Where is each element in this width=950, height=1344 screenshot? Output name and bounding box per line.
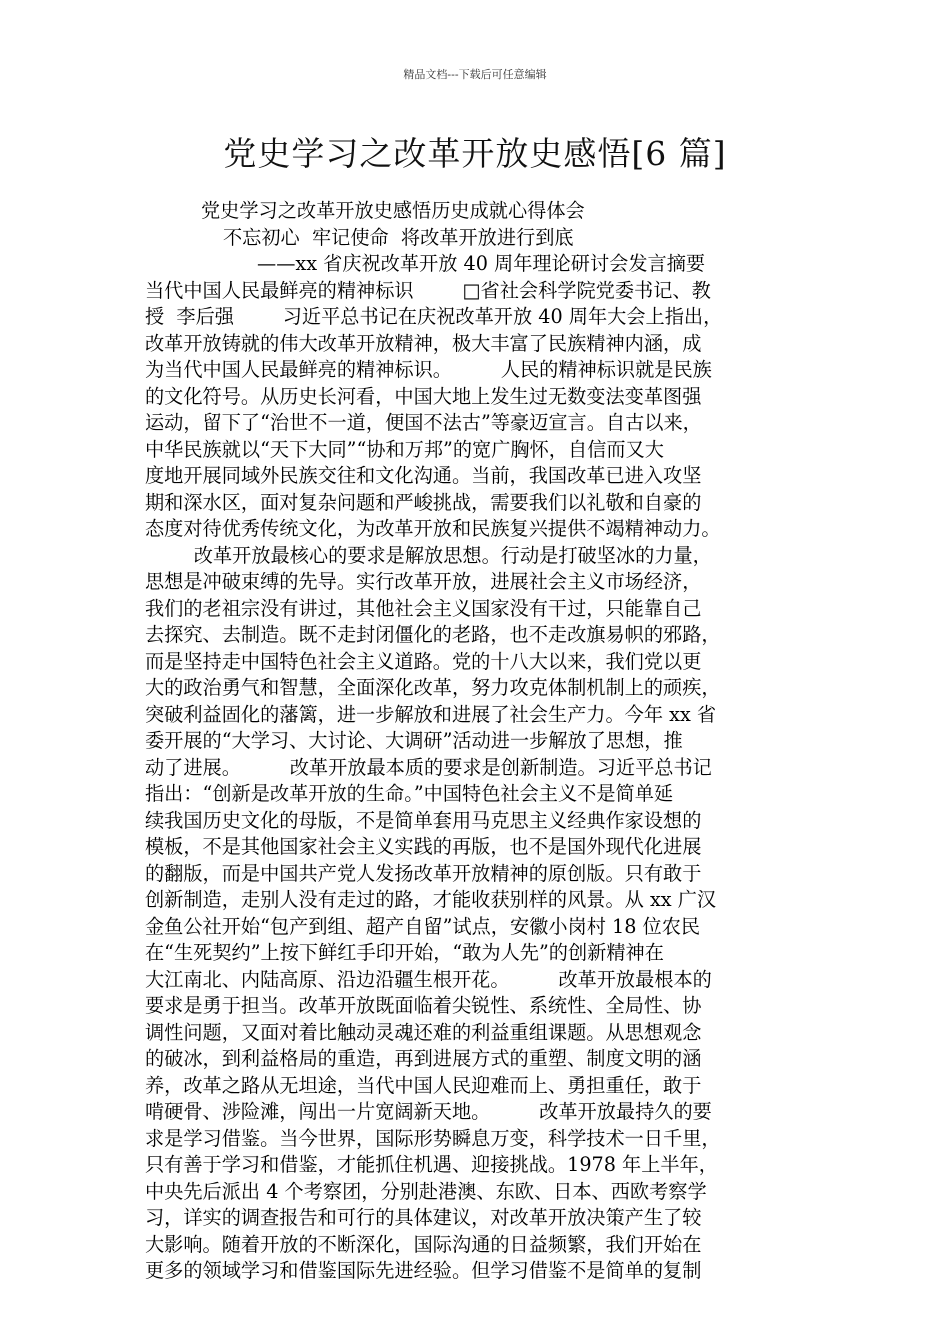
text-line: 态度对待优秀传统文化，为改革开放和民族复兴提供不竭精神动力。 <box>145 517 721 540</box>
text-line: 的翻版，而是中国共产党人发扬改革开放精神的原创版。只有敢于 <box>145 861 702 885</box>
text-line: 中华民族就以“天下大同”“协和万邦”的宽广胸怀，自信而又大 <box>145 437 664 461</box>
text-line: 指出：“创新是改革开放的生命。”中国特色社会主义不是简单延 <box>145 782 674 805</box>
paragraph-text <box>145 278 811 1285</box>
subtitle-line: 不忘初心 牢记使命 将改革开放进行到底 <box>223 225 574 249</box>
text-line: 求是学习借鉴。当今世界，国际形势瞬息万变，科学技术一日千里， <box>145 1126 721 1150</box>
text-line: 大江南北、内陆高原、沿边沿疆生根开花。 改革开放最根本的 <box>145 967 712 991</box>
text-line: 的文化符号。从历史长河看，中国大地上发生过无数变法变革图强 <box>145 384 702 408</box>
text-line: 动了进展。 改革开放最本质的要求是创新制造。习近平总书记 <box>145 755 712 779</box>
text-line: 思想是冲破束缚的先导。实行改革开放，进展社会主义市场经济， <box>145 570 702 593</box>
text-line: 期和深水区，面对复杂问题和严峻挑战，需要我们以礼敬和自豪的 <box>145 490 702 514</box>
text-line: 啃硬骨、涉险滩，闯出一片宽阔新天地。 改革开放最持久的要 <box>145 1100 712 1123</box>
text-line: 金鱼公社开始“包产到组、超产自留”试点，安徽小岗村 18 位农民 <box>145 914 701 938</box>
text-line: 为当代中国人民最鲜亮的精神标识。 人民的精神标识就是民族 <box>145 358 712 381</box>
text-line: 度地开展同域外民族交往和文化沟通。当前，我国改革已进入攻坚 <box>145 464 702 487</box>
text-line: 改革开放铸就的伟大改革开放精神，极大丰富了民族精神内涵，成 <box>145 331 702 355</box>
text-line: 的破冰，到利益格局的重造，再到进展方式的重塑、制度文明的涵 <box>145 1047 702 1070</box>
source-line: ——xx 省庆祝改革开放 40 周年理论研讨会发言摘要 <box>257 252 706 275</box>
text-line: 而是坚持走中国特色社会主义道路。党的十八大以来，我们党以更 <box>145 649 702 673</box>
header-note: 精品文档---下载后可任意编辑 <box>403 68 547 81</box>
text-line: 大的政治勇气和智慧，全面深化改革，努力攻克体制机制上的顽疾， <box>145 676 721 699</box>
text-line: 续我国历史文化的母版，不是简单套用马克思主义经典作家设想的 <box>145 808 702 832</box>
document-body <box>145 198 811 1285</box>
text-line: 模板，不是其他国家社会主义实践的再版，也不是国外现代化进展 <box>145 835 702 858</box>
text-line: 要求是勇于担当。改革开放既面临着尖锐性、系统性、全局性、协 <box>145 994 702 1017</box>
text-line: 突破利益固化的藩篱，进一步解放和进展了社会生产力。今年 xx 省 <box>145 702 717 726</box>
text-line: 养，改革之路从无坦途，当代中国人民迎难而上、勇担重任，敢于 <box>145 1073 702 1097</box>
text-line: 在“生死契约”上按下鲜红手印开始，“敢为人先”的创新精神在 <box>145 941 664 964</box>
text-line: 我们的老祖宗没有讲过，其他社会主义国家没有干过，只能靠自己 <box>145 596 702 620</box>
text-line: 只有善于学习和借鉴，才能抓住机遇、迎接挑战。1978 年上半年， <box>145 1153 718 1176</box>
text-line: 运动，留下了“治世不一道，便国不法古”等豪迈宣言。自古以来， <box>145 411 702 434</box>
text-line: 委开展的“大学习、大讨论、大调研”活动进一步解放了思想，推 <box>145 729 683 752</box>
text-line: 大影响。随着开放的不断深化，国际沟通的日益频繁，我们开始在 <box>145 1232 702 1256</box>
document-title: 党史学习之改革开放史感悟[6 篇] <box>223 134 727 173</box>
text-line: 中央先后派出 4 个考察团，分别赴港澳、东欧、日本、西欧考察学 <box>145 1179 707 1203</box>
text-line: 创新制造，走别人没有走过的路，才能收获别样的风景。从 xx 广汉 <box>145 888 717 911</box>
subtitle-line: 党史学习之改革开放史感悟历史成就心得体会 <box>201 199 585 222</box>
text-line: 当代中国人民最鲜亮的精神标识 □省社会科学院党委书记、教 <box>145 278 711 302</box>
text-line: 授 李后强 习近平总书记在庆祝改革开放 40 周年大会上指出， <box>145 305 723 328</box>
text-line: 调性问题，又面对着比触动灵魂还难的利益重组课题。从思想观念 <box>145 1020 702 1044</box>
text-line: 习，详实的调查报告和可行的具体建议，对改革开放决策产生了较 <box>145 1206 702 1229</box>
text-line: 去探究、去制造。既不走封闭僵化的老路，也不走改旗易帜的邪路， <box>145 623 721 646</box>
text-line: 改革开放最核心的要求是解放思想。行动是打破坚冰的力量， <box>145 543 712 567</box>
text-line: 更多的领域学习和借鉴国际先进经验。但学习借鉴不是简单的复制 <box>145 1259 702 1282</box>
